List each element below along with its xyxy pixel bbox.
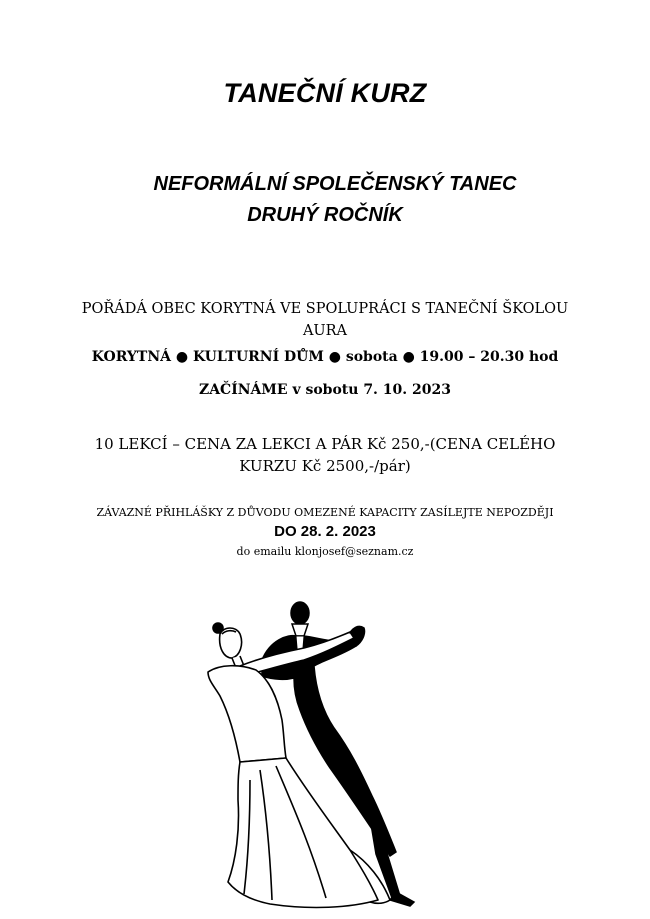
price-text: 10 LEKCÍ – CENA ZA LEKCI A PÁR Kč 250,-(CENA CELÉHO KURZU Kč 2500,-/pár) [94,435,556,475]
organizer-text: POŘÁDÁ OBEC KORYTNÁ VE SPOLUPRÁCI S TANEČNÍ ŠKOLOU AURA [81,301,569,339]
registration-deadline: DO 28. 2. 2023 [274,523,376,540]
start-date-line: ZAČÍNÁME v sobotu 7. 10. 2023 [198,382,452,398]
contact-email: do emailu klonjosef@seznam.cz [236,545,414,558]
registration-notice: ZÁVAZNÉ PŘIHLÁŠKY Z DŮVODU OMEZENÉ KAPACITY ZASÍLEJTE NEPOZDĚJI [96,506,554,519]
subtitle-line-2: DRUHÝ ROČNÍK [247,204,403,226]
venue-time-line: KORYTNÁ ● KULTURNÍ DŮM ● sobota ● 19.00 – 20.30 hod [91,349,559,365]
subtitle-line-1: NEFORMÁLNÍ SPOLEČENSKÝ TANEC [153,173,517,195]
poster-title: TANEČNÍ KURZ [223,78,427,108]
dancing-couple-icon [200,600,430,910]
